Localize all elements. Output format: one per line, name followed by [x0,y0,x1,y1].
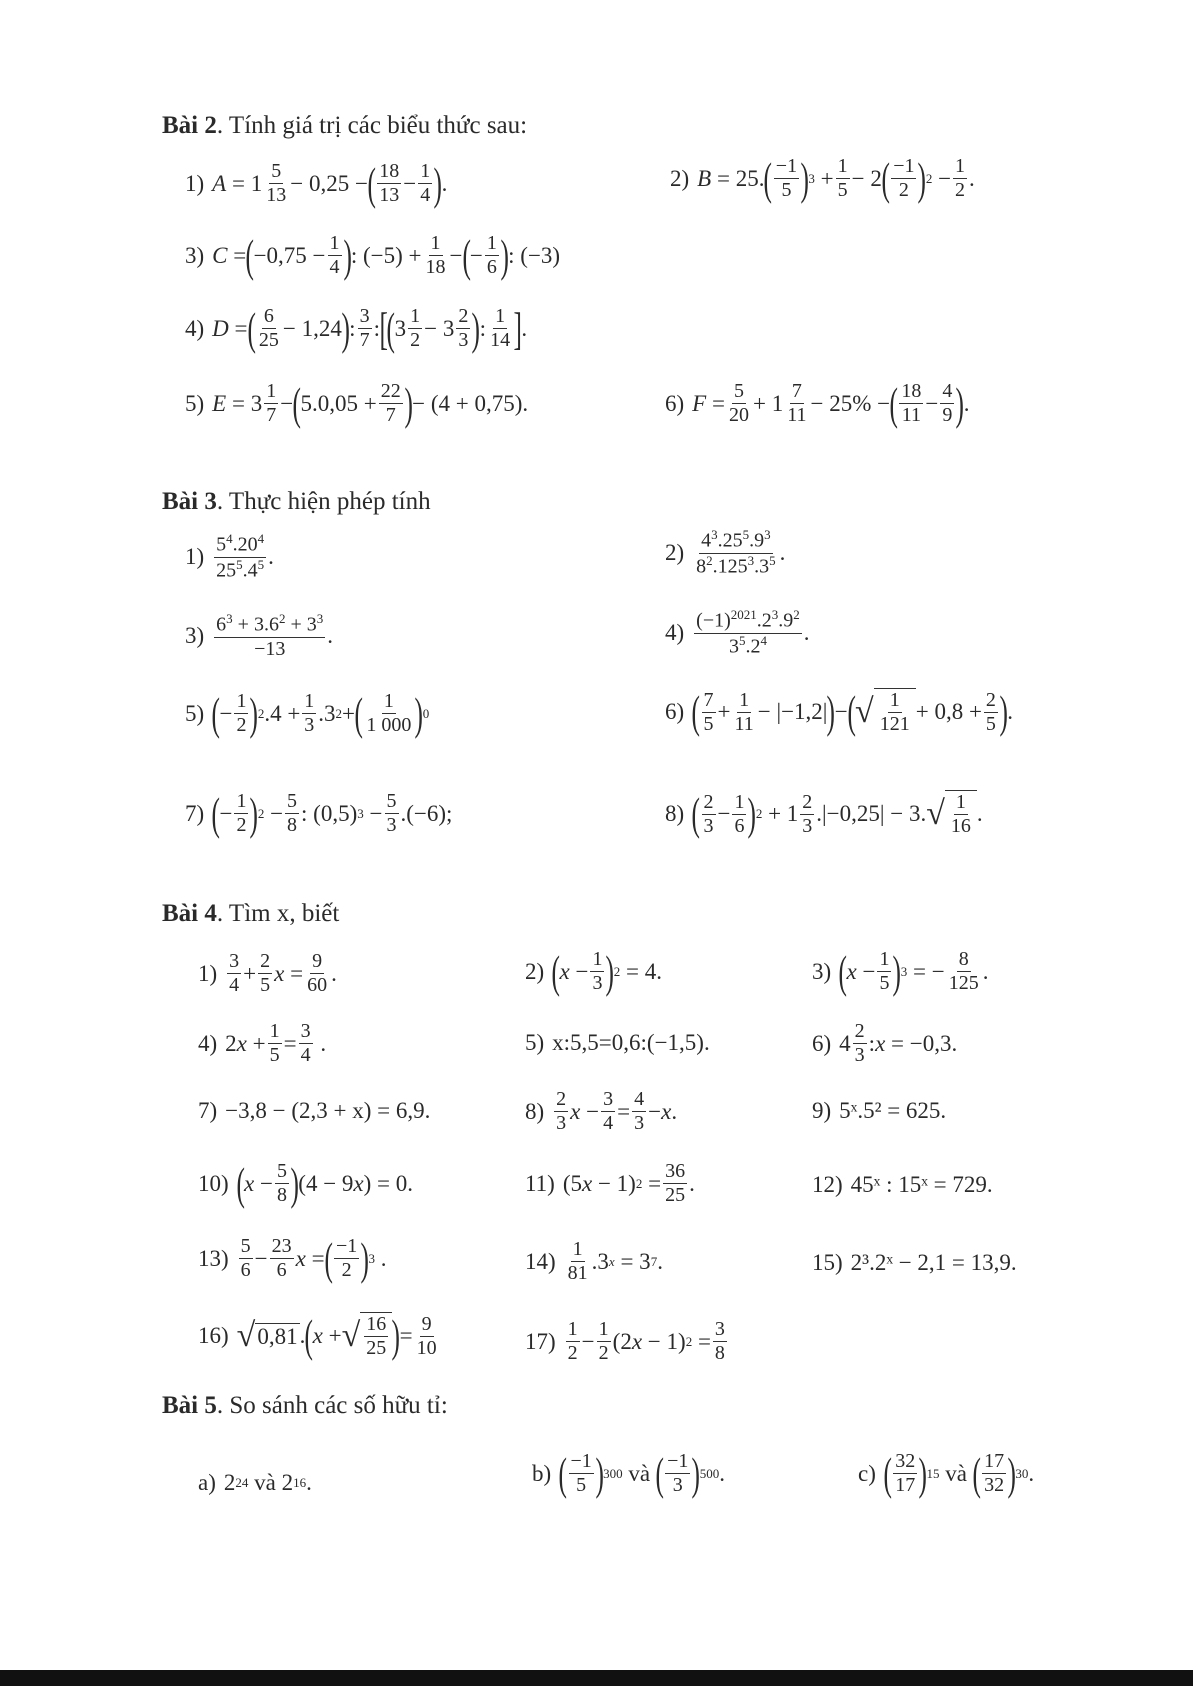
exercise-4-8: 8) 2 3 x − 3 4 = 4 3 − x . [525,1088,678,1134]
section-bai2-title [162,112,527,140]
exercise-3-7: 7) ( − 1 2 ) 2 − 5 8 : (0,5) 3 − 5 3 .(−6); [185,787,453,839]
section-label: Bài 2 [162,112,217,139]
exercise-2-2: 2) B = 25. ( −1 5 ) 3 + 1 5 − 2 ( −1 2 ) 2 − 1 2 . [670,152,975,204]
exercise-3-8: 8) ( 2 3 − 1 6 ) 2 + 1 2 3 .|−0,25| − 3. √ $\frac{1}{16}$ . [665,788,983,839]
section-bai3-title [162,488,431,516]
exercise-4-1: 1) 3 4 + 2 5 x = 9 60 . [198,950,337,996]
exercise-3-4: 4) $(-1)^{2021}.2^3.9^2$ $3^5.2^4$ . [665,607,810,658]
section-bai5-title [162,1392,448,1420]
exercise-2-6: 6) F = 5 20 + 1 7 11 − 25% − ( 18 11 − 4 9 ) . [665,377,970,429]
exercise-3-1: 1) $5^4.20^4$ $25^5.4^5$ . [185,531,274,582]
exercise-2-4: 4) D = ( 6 25 − 1,24 ) : 3 7 : [ ( 3 1 2 − 3 2 3 ) : 1 14 ] . [185,302,528,354]
exercise-3-3: 3) $6^3 + 3.6^2 + 3^3$ −13 . [185,611,333,660]
exercise-3-6: 6) ( 7 5 + 1 11 − |−1,2| ) − ( √ $\frac{1}{121}$ + 0,8 + 2 5 ) . [665,686,1013,737]
exercise-4-14: 14) 1 81 .3 x = 3 7 . [525,1238,663,1284]
exercise-4-6: 6) 4 2 3 : x = −0,3. [812,1020,958,1066]
exercise-4-10: 10) ( x − 5 8 ) (4 − 9 x ) = 0. [198,1157,414,1209]
exercise-5-c: c) ( 32 17 ) 15 và ( 17 32 ) 30 . [858,1447,1035,1499]
exercise-4-13: 13) 5 6 − 23 6 x = ( −1 2 ) 3 . [198,1232,387,1284]
exercise-4-4: 4) 2 x + 1 5 = 3 4 . [198,1020,327,1066]
section-label: Bài 5 [162,1392,217,1419]
exercise-4-12: 12) 45ˣ : 15ˣ = 729. [812,1172,993,1197]
section-instruction: . Thực hiện phép tính [216,488,431,515]
section-instruction: . Tìm x, biết [216,900,340,927]
exercise-4-3: 3) ( x − 1 5 ) 3 = − 8 125 . [812,945,989,997]
section-instruction: . So sánh các số hữu tỉ: [216,1392,448,1419]
exercise-3-2: 2) $4^3.25^5.9^3$ $8^2.125^3.3^5$ . [665,527,786,578]
scan-border [0,1670,1193,1686]
exercise-4-17: 17) 1 2 − 1 2 (2 x − 1) 2 = 3 8 [525,1318,725,1364]
exercise-4-9: 9) 5ˣ.5² = 625. [812,1098,947,1123]
exercise-4-5: 5) x:5,5=0,6:(−1,5). [525,1030,710,1055]
exercise-4-16: 16) √ 0,81 . ( x + √ $\frac{16}{25}$ ) = 9 10 [198,1310,437,1361]
exercise-5-b: b) ( −1 5 ) 300 và ( −1 3 ) 500 . [532,1447,726,1499]
exercise-2-1: 1) A = 1 5 13 − 0,25 − ( 18 13 − 1 4 ) . [185,157,448,209]
section-bai4-title [162,900,339,928]
exercise-4-2: 2) ( x − 1 3 ) 2 = 4. [525,945,663,997]
exercise-4-11: 11) (5 x − 1) 2 = 36 25 . [525,1160,695,1206]
exercise-5-a: a) 2 24 và 2 16 . [198,1470,312,1495]
exercise-4-7: 7) −3,8 − (2,3 + x) = 6,9. [198,1098,431,1123]
section-instruction: . Tính giá trị các biểu thức sau: [216,112,528,139]
section-label: Bài 4 [162,900,217,927]
section-label: Bài 3 [162,488,217,515]
exercise-3-5: 5) ( − 1 2 ) 2 .4 + 1 3 .3 2 + ( 1 1 000 ) 0 [185,687,430,739]
exercise-2-5: 5) E = 3 1 7 − ( 5.0,05 + 22 7 ) − (4 + 0,75). [185,377,529,429]
exercise-2-3: 3) C = ( −0,75 − 1 4 ) : (−5) + 1 18 − ( − 1 6 ) : (−3) [185,229,561,281]
exercise-4-15: 15) 2³.2ˣ − 2,1 = 13,9. [812,1250,1017,1275]
